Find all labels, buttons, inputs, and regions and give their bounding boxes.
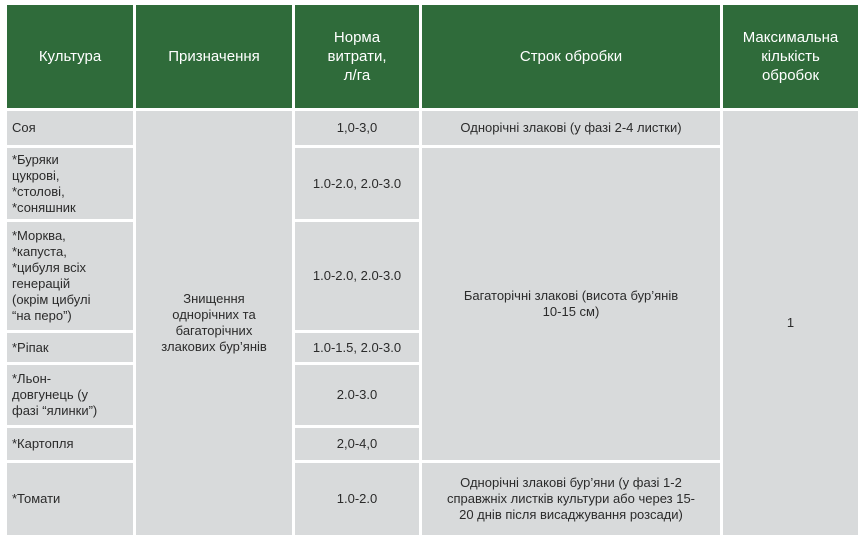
culture-cell-beets: *Буряки цукрові, *столові, *соняшник	[7, 148, 133, 219]
header-culture: Культура	[7, 5, 133, 108]
max-treatments-cell: 1	[723, 111, 858, 535]
culture-cell-potato: *Картопля	[7, 428, 133, 460]
culture-cell-rapeseed: *Ріпак	[7, 333, 133, 362]
rate-cell-rapeseed: 1.0-1.5, 2.0-3.0	[295, 333, 419, 362]
header-term: Строк обробки	[422, 5, 720, 108]
rate-cell-carrot: 1.0-2.0, 2.0-3.0	[295, 222, 419, 330]
rate-cell-soy: 1,0-3,0	[295, 111, 419, 145]
header-rate: Норма витрати, л/га	[295, 5, 419, 108]
culture-cell-soy: Соя	[7, 111, 133, 145]
header-purpose: Призначення	[136, 5, 292, 108]
culture-cell-tomato: *Томати	[7, 463, 133, 535]
term-cell-annual: Однорічні злакові (у фазі 2-4 листки)	[422, 111, 720, 145]
rate-cell-tomato: 1.0-2.0	[295, 463, 419, 535]
rate-cell-potato: 2,0-4,0	[295, 428, 419, 460]
culture-cell-flax: *Льон- довгунець (у фазі “ялинки”)	[7, 365, 133, 425]
term-cell-tomato: Однорічні злакові бур’яни (у фазі 1-2 справжніх листків культури або через 15- 20 днів після висаджування розсади)	[422, 463, 720, 535]
term-cell-perennial: Багаторічні злакові (висота бур’янів 10-15 см)	[422, 148, 720, 460]
culture-cell-carrot: *Морква, *капуста, *цибуля всіх генерацій (окрім цибулі “на перо”)	[7, 222, 133, 330]
purpose-cell: Знищення однорічних та багаторічних злакових бур’янів	[136, 111, 292, 535]
rate-cell-flax: 2.0-3.0	[295, 365, 419, 425]
rate-cell-beets: 1.0-2.0, 2.0-3.0	[295, 148, 419, 219]
header-max-treatments: Максимальна кількість обробок	[723, 5, 858, 108]
